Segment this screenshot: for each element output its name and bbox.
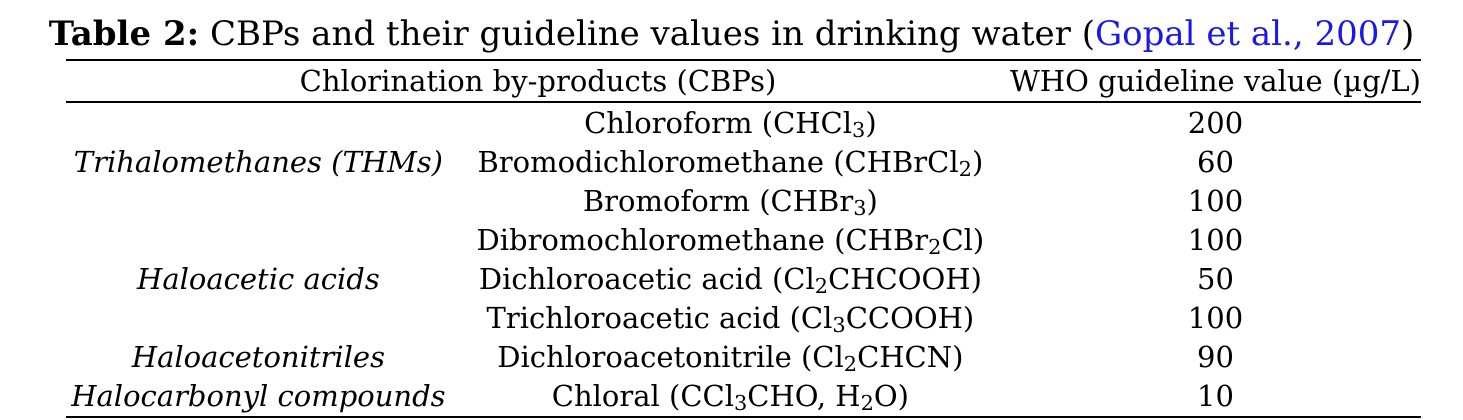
guideline-value: 100 [1187,223,1244,257]
citation-link[interactable]: Gopal et al., 2007 [1094,14,1402,54]
header-cbps: Chlorination by-products (CBPs) [66,60,1010,102]
caption-text: CBPs and their guideline values in drinking water ( [199,14,1095,54]
header-who-value: WHO guideline value (µg/L) [1010,60,1421,102]
guideline-value: 200 [1187,106,1244,140]
cbp-name: Chloroform (CHCl$_3$) [584,106,877,142]
guideline-value: 100 [1187,301,1244,335]
cbp-name: Trichloroacetic acid $(Cl_3CCOOH)$ [486,301,975,337]
caption-label: Table 2: [48,14,200,54]
cbp-name: Dichloroacetonitrile $(Cl_2CHCN)$ [497,340,964,376]
cbp-name: Chloral (CCl$_3$CHO, $H_2O$) [451,377,1010,417]
group-haloacetic-acids: Haloacetic acids [137,262,380,296]
table-row [66,102,1421,143]
header-row [66,60,1421,102]
group-trihalomethanes: Trihalomethanes (THMs) [73,145,443,179]
cbp-guideline-table [66,59,1421,418]
guideline-value: 90 [1197,340,1234,374]
table-row [66,377,1421,417]
cbp-name: Dichloroacetic acid $(Cl_2CHCOOH)$ [478,262,982,298]
cbp-name: Dibromochloromethane (CHBr$_2$Cl) [476,223,985,259]
guideline-value: 60 [1197,145,1234,179]
group-halocarbonyl-compounds: Halocarbonyl compounds [66,377,451,417]
guideline-value: 100 [1187,184,1244,218]
table-row [66,221,1421,260]
guideline-value: 10 [1010,377,1421,417]
cbp-name: Bromodichloromethane (CHBrCl$_2$) [477,145,984,181]
table-row [66,338,1421,377]
guideline-value: 50 [1197,262,1234,296]
cbp-name: Bromoform (CHBr$_3$) [582,184,878,220]
caption-close: ) [1401,14,1415,54]
table-caption [0,12,1463,56]
group-haloacetonitriles: Haloacetonitriles [131,340,385,374]
